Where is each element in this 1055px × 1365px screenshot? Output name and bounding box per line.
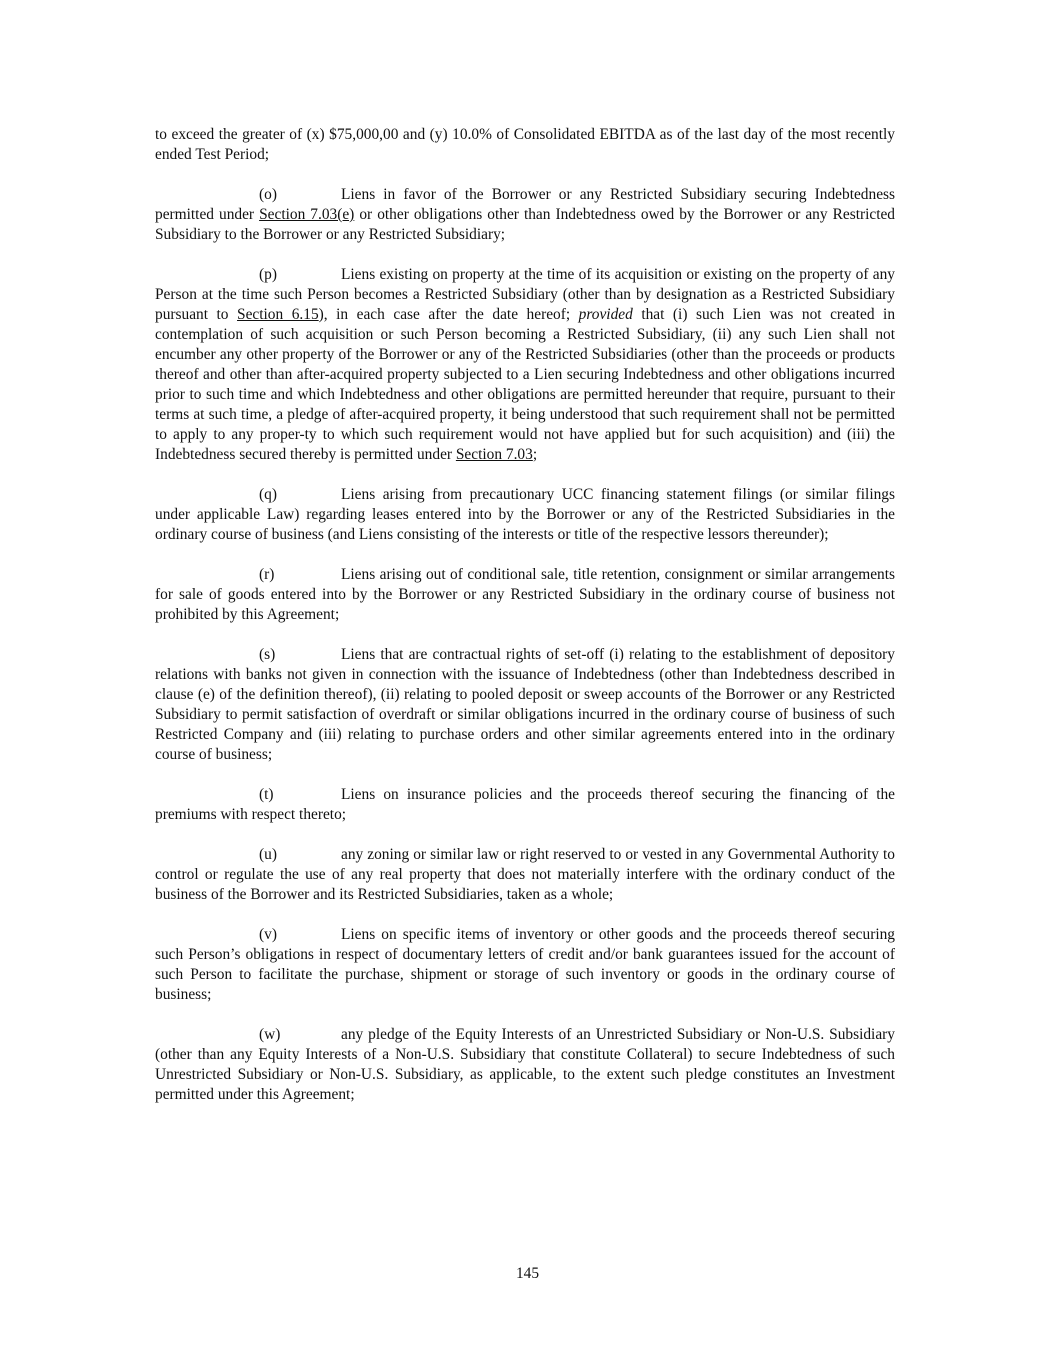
paragraph-s (155, 645, 895, 765)
clause-label: (v) (259, 926, 277, 943)
paragraph-v (155, 925, 895, 1005)
paragraph-text: any pledge of the Equity Interests of an Unrestricted Subsidiary or Non-U.S. Subsidiary (other than any Equity Interests of a Non-U.S. Subsidiary that constitute Collateral) to secure Indebtedness of such Unrestricted Subsidiary or Non-U.S. Subsidiary, as applicable, to the extent such pledge constitutes an Investment permitted under this Agreement; (155, 1026, 895, 1103)
provided-emphasis: provided (578, 306, 633, 323)
paragraph-text: ), in each case after the date hereof; (318, 306, 579, 323)
paragraph-t (155, 785, 895, 825)
page-number: 145 (515, 1265, 540, 1282)
paragraph-p (155, 265, 895, 465)
paragraph-text: ; (532, 446, 538, 463)
section-reference-7-03e: Section 7.03(e) (259, 206, 355, 223)
section-reference-7-03: Section 7.03 (455, 446, 533, 463)
clause-label: (r) (259, 566, 275, 583)
paragraph-q (155, 485, 895, 545)
paragraph-text: Liens existing on property at the time of its acquisition or existing on the property of any Person at the time such Person becomes a Restricted Subsidiary (other than by designation as a Restricted Subsidiary pursuant to (155, 266, 895, 323)
paragraph-text: Liens on insurance policies and the proceeds thereof securing the financing of the premiums with respect thereto; (155, 786, 895, 823)
paragraph-w (155, 1025, 895, 1105)
paragraph-n-continuation (155, 125, 895, 165)
section-reference-6-15: Section 6.15 (237, 306, 319, 323)
paragraph-text: Liens in favor of the Borrower or any Restricted Subsidiary securing Indebtedness permitted under (155, 186, 895, 223)
clause-label: (w) (259, 1026, 281, 1043)
paragraph-text: Liens that are contractual rights of set-off (i) relating to the establishment of depository relations with banks not given in connection with the issuance of Indebtedness (other than Indebtedness described in clause (e) of the definition thereof), (ii) relating to pooled deposit or sweep accounts of the Borrower or any Restricted Subsidiary to permit satisfaction of overdraft or similar obligations incurred in the ordinary course of business of such Restricted Company and (iii) relating to purchase orders and other similar agreements entered into in the ordinary course of business; (155, 646, 895, 763)
paragraph-text: any zoning or similar law or right reserved to or vested in any Governmental Authority to control or regulate the use of any real property that does not materially interfere with the ordinary conduct of the business of the Borrower and its Restricted Subsidiaries, taken as a whole; (155, 846, 895, 903)
paragraph-text: to exceed the greater of (x) $75,000,00 and (y) 10.0% of Consolidated EBITDA as of the last day of the most recently ended Test Period; (155, 126, 895, 163)
clause-label: (p) (259, 266, 277, 283)
paragraph-text: Liens arising out of conditional sale, title retention, consignment or similar arrangements for sale of goods entered into by the Borrower or any Restricted Subsidiary in the ordinary course of business not prohibited by this Agreement; (155, 566, 895, 623)
clause-label: (t) (259, 786, 274, 803)
clause-label: (s) (259, 646, 276, 663)
clause-label: (u) (259, 846, 277, 863)
paragraph-text: that (i) such Lien was not created in contemplation of such acquisition or such Person becoming a Restricted Subsidiary, (ii) any such Lien shall not encumber any other property of the Borrower or any of the Restricted Subsidiaries (other than the proceeds or products thereof and other than after-acquired property subjected to a Lien securing Indebtedness and other obligations incurred prior to such time and which Indebtedness and other obligations are permitted hereunder that require, pursuant to their terms at such time, a pledge of after-acquired property, it being understood that such requirement shall not be permitted to apply to any proper-ty to which such requirement would not have applied but for such acquisition) and (iii) the Indebtedness secured thereby is permitted under (155, 306, 896, 463)
clause-label: (q) (259, 486, 277, 503)
paragraph-text: or other obligations other than Indebtedness owed by the Borrower or any Restricted Subsidiary to the Borrower or any Restricted Subsidiary; (155, 206, 896, 243)
paragraph-o (155, 185, 895, 245)
paragraph-text: Liens arising from precautionary UCC financing statement filings (or similar filings under applicable Law) regarding leases entered into by the Borrower or any of the Restricted Subsidiaries in the ordinary course of business (and Liens consisting of the interests or title of the respective lessors thereunder); (155, 486, 895, 543)
document-body (155, 125, 895, 1125)
paragraph-r (155, 565, 895, 625)
clause-label: (o) (259, 186, 277, 203)
paragraph-text: Liens on specific items of inventory or other goods and the proceeds thereof securing such Person’s obligations in respect of documentary letters of credit and/or bank guarantees issued for the account of such Person to facilitate the purchase, shipment or storage of such inventory or goods in the ordinary course of business; (155, 926, 895, 1003)
paragraph-u (155, 845, 895, 905)
